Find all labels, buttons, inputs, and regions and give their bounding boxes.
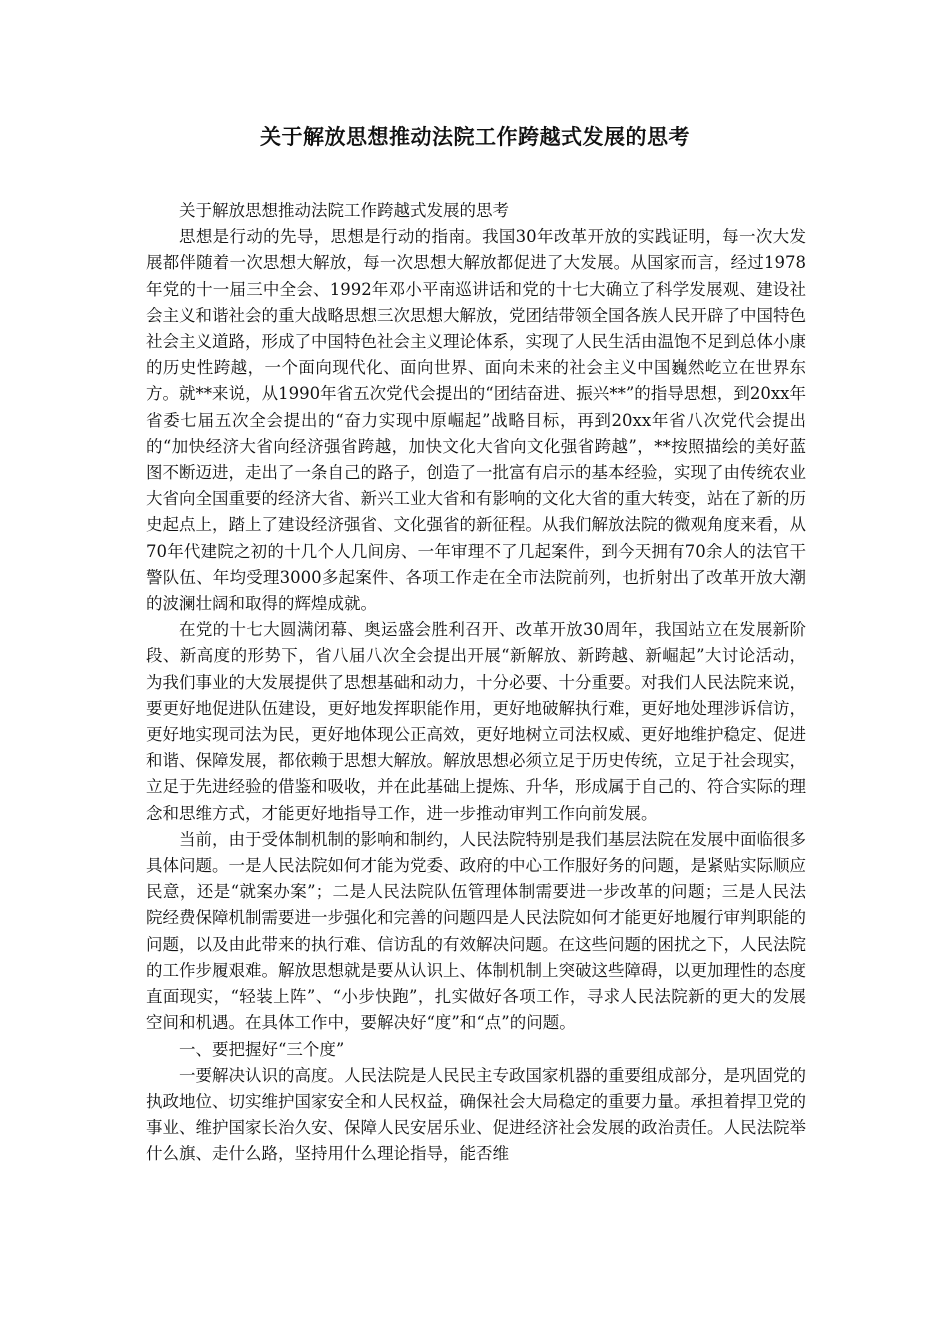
section-heading: 一、要把握好“三个度” (179, 1039, 345, 1059)
body-paragraph: 一要解决认识的高度。人民法院是人民民主专政国家机器的重要组成部分，是巩固党的执政地位、切实维护国家安全和人民权益，确保社会大局稳定的重要力量。承担着捍卫党的事业、维护国家长治久安、保障人民安居乐业、促进经济社会发展的政治责任。人民法院举什么旗、走什么路，坚持用什么理论指导，能否维 (146, 1065, 806, 1164)
document-title: 关于解放思想推动法院工作跨越式发展的思考 (260, 124, 690, 149)
subtitle-paragraph: 关于解放思想推动法院工作跨越式发展的思考 (179, 201, 509, 220)
body-paragraph: 思想是行动的先导，思想是行动的指南。我国30年改革开放的实践证明，每一次大发展都伴随着一次思想大解放，每一次思想大解放都促进了大发展。从国家而言，经过1978年党的十一届三中全会、1992年邓小平南巡讲话和党的十七大确立了科学发展观、建设社会主义和谐社会的重大战略思想三次思想大解放，党团结带领全国各族人民开辟了中国特色社会主义道路，形成了中国特色社会主义理论体系，实现了人民生活由温饱不足到总体小康的历史性跨越，一个面向现代化、面向世界、面向未来的社会主义中国巍然屹立在世界东方。就**来说，从1990年省五次党代会提出的“团结奋进、振兴**”的指导思想，到20xx年省委七届五次全会提出的“奋力实现中原崛起”战略目标，再到20xx年省八次党代会提出的“加快经济大省向经济强省跨越，加快文化大省向文化强省跨越”，**按照描绘的美好蓝图不断迈进，走出了一条自己的路子，创造了一批富有启示的基本经验，实现了由传统农业大省向全国重要的经济大省、新兴工业大省和有影响的文化大省的重大转变，站在了新的历史起点上，踏上了建设经济强省、文化强省的新征程。从我们解放法院的微观角度来看，从70年代建院之初的十几个人几间房、一年审理不了几起案件，到今天拥有70余人的法官干警队伍、年均受理3000多起案件、各项工作走在全市法院前列，也折射出了改革开放大潮的波澜壮阔和取得的辉煌成就。 (146, 227, 806, 614)
body-paragraph: 当前，由于受体制机制的影响和制约，人民法院特别是我们基层法院在发展中面临很多具体问题。一是人民法院如何才能为党委、政府的中心工作服好务的问题，是紧贴实际顺应民意，还是“就案办案”；二是人民法院队伍管理体制需要进一步改革的问题；三是人民法院经费保障机制需要进一步强化和完善的问题四是人民法院如何才能更好地履行审判职能的问题，以及由此带来的执行难、信访乱的有效解决问题。在这些问题的困扰之下，人民法院的工作步履艰难。解放思想就是要从认识上、体制机制上突破这些障碍，以更加理性的态度直面现实，“轻装上阵”、“小步快跑”，扎实做好各项工作，寻求人民法院新的更大的发展空间和机遇。在具体工作中，要解决好“度”和“点”的问题。 (146, 829, 806, 1033)
document-body (146, 198, 806, 1168)
body-paragraph: 在党的十七大圆满闭幕、奥运盛会胜利召开、改革开放30周年，我国站立在发展新阶段、新高度的形势下，省八届八次全会提出开展“新解放、新跨越、新崛起”大讨论活动，为我们事业的大发展提供了思想基础和动力，十分必要、十分重要。对我们人民法院来说，要更好地促进队伍建设，更好地发挥职能作用，更好地破解执行难，更好地处理涉诉信访，更好地实现司法为民，更好地体现公正高效，更好地树立司法权威、更好地维护稳定、促进和谐、保障发展，都依赖于思想大解放。解放思想必须立足于历史传统，立足于社会现实，立足于先进经验的借鉴和吸收，并在此基础上提炼、升华，形成属于自己的、符合实际的理念和思维方式，才能更好地指导工作，进一步推动审判工作向前发展。 (146, 620, 806, 823)
